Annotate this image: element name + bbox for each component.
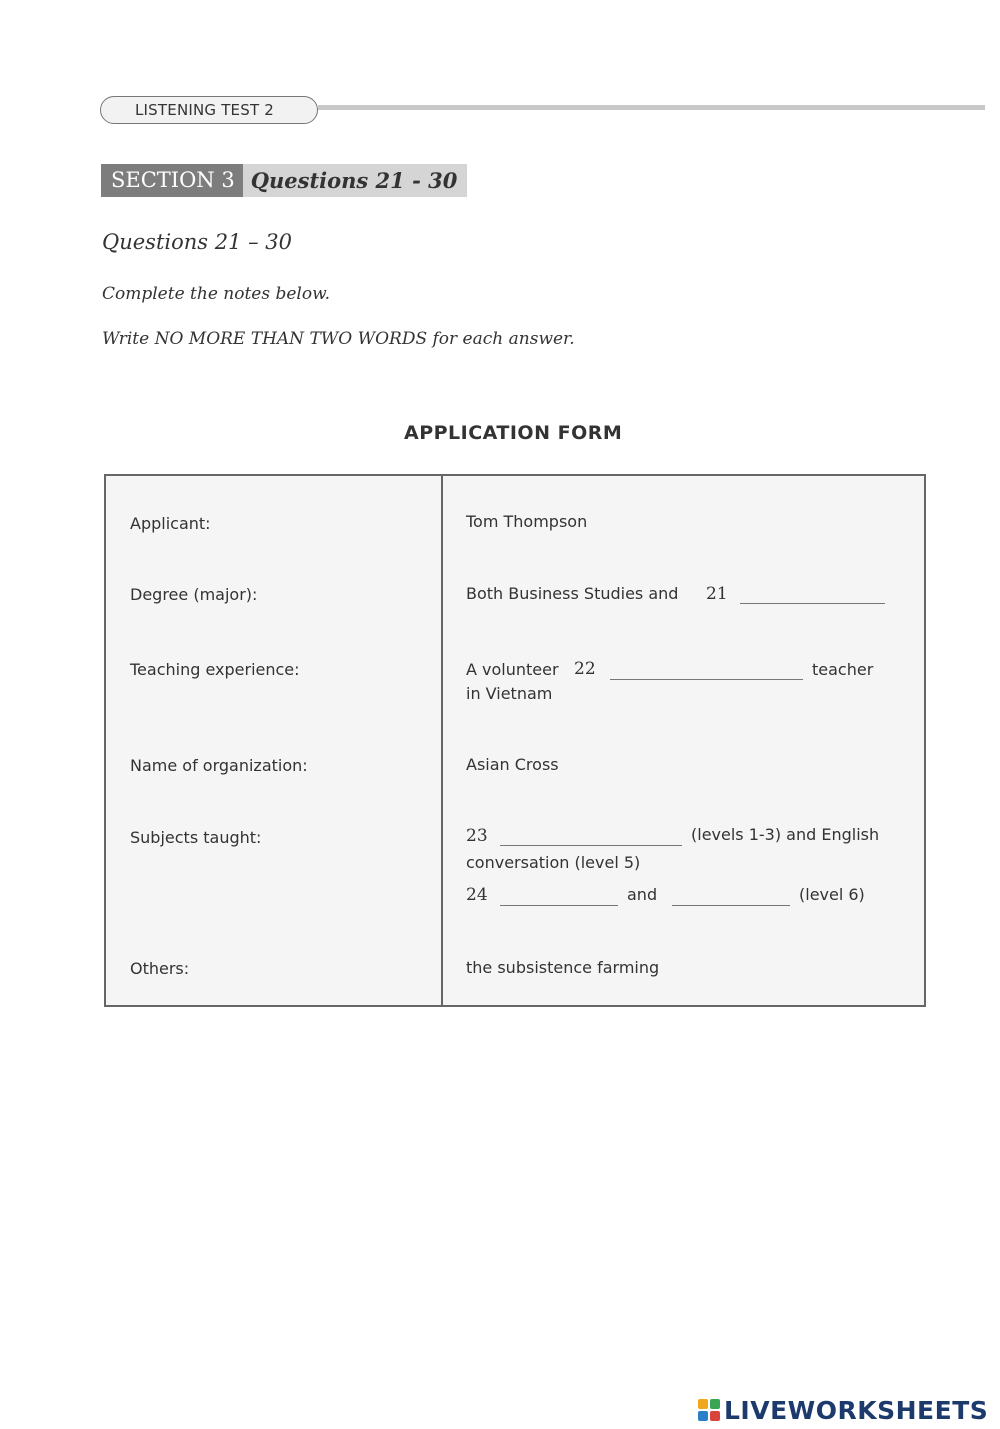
value-teaching-line2: in Vietnam xyxy=(466,684,553,703)
question-number-23: 23 xyxy=(466,826,488,846)
liveworksheets-logo-text: LIVEWORKSHEETS xyxy=(724,1395,989,1425)
label-applicant: Applicant: xyxy=(130,514,211,533)
value-teaching-prefix: A volunteer xyxy=(466,660,559,679)
application-form xyxy=(104,474,926,1007)
label-teaching: Teaching experience: xyxy=(130,660,300,679)
value-degree-text: Both Business Studies and xyxy=(466,584,679,603)
form-title: APPLICATION FORM xyxy=(404,422,623,444)
value-subjects-level6: (level 6) xyxy=(799,885,865,904)
label-degree: Degree (major): xyxy=(130,585,258,604)
label-others: Others: xyxy=(130,959,190,978)
section-questions: Questions 21 - 30 xyxy=(243,164,468,197)
test-label: LISTENING TEST 2 xyxy=(100,96,318,124)
instruction-complete: Complete the notes below. xyxy=(102,284,331,304)
label-subjects: Subjects taught: xyxy=(130,828,262,847)
value-subjects-levels: (levels 1-3) and English xyxy=(691,825,880,844)
section-banner xyxy=(101,164,467,197)
question-number-21: 21 xyxy=(706,584,728,604)
answer-blank-24b[interactable] xyxy=(672,905,790,906)
question-number-22: 22 xyxy=(574,659,596,679)
value-subjects-and: and xyxy=(627,885,658,904)
answer-blank-23[interactable] xyxy=(500,845,682,846)
page-header xyxy=(100,96,985,128)
value-teaching-suffix: teacher xyxy=(812,660,874,679)
value-organization: Asian Cross xyxy=(466,755,559,774)
value-applicant: Tom Thompson xyxy=(466,512,588,531)
question-number-24: 24 xyxy=(466,885,488,905)
section-label: SECTION 3 xyxy=(101,164,243,197)
answer-blank-22[interactable] xyxy=(610,679,803,680)
value-others: the subsistence farming xyxy=(466,958,660,977)
liveworksheets-logo xyxy=(698,1392,988,1428)
column-divider xyxy=(441,476,443,1005)
liveworksheets-logo-icon xyxy=(698,1399,720,1421)
answer-blank-21[interactable] xyxy=(740,603,885,604)
instruction-word-limit: Write NO MORE THAN TWO WORDS for each answer. xyxy=(102,329,575,349)
header-rule xyxy=(318,105,985,110)
value-subjects-line2: conversation (level 5) xyxy=(466,853,641,872)
answer-blank-24a[interactable] xyxy=(500,905,618,906)
questions-heading: Questions 21 – 30 xyxy=(102,230,293,254)
label-organization: Name of organization: xyxy=(130,756,308,775)
